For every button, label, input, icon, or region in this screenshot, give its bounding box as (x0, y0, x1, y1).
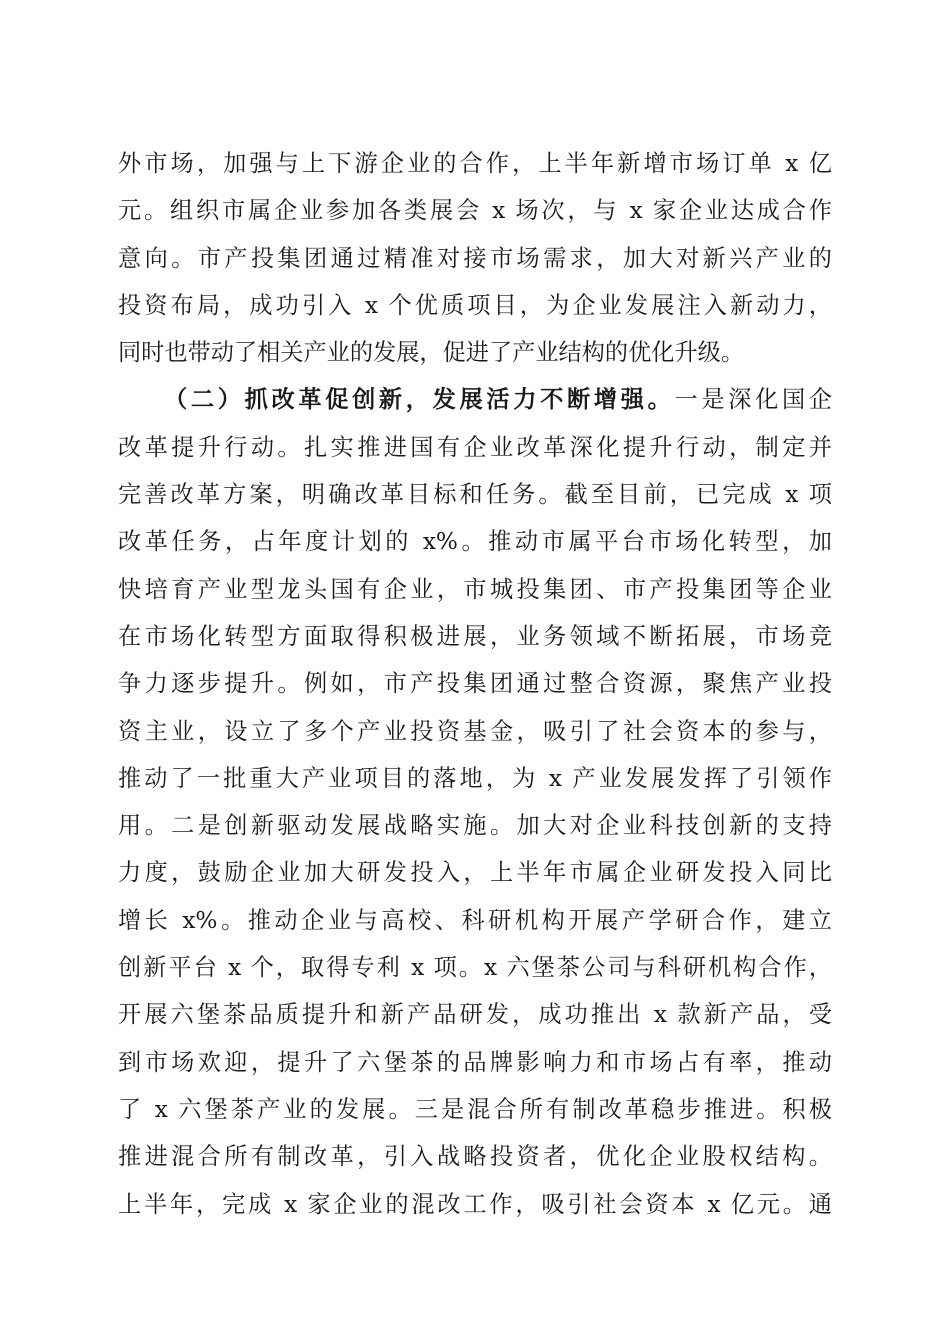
paragraph-1-line-4: 投资布局，成功引入 x 个优质项目，为企业发展注入新动力， (118, 291, 832, 319)
paragraph-2-line-4: 改革任务，占年度计划的 x%。推动市属平台市场化转型，加 (118, 528, 832, 556)
paragraph-2-line-12: 增长 x%。推动企业与高校、科研机构开展产学研合作，建立 (118, 906, 832, 934)
paragraph-2-line-8: 资主业，设立了多个产业投资基金，吸引了社会资本的参与， (118, 717, 832, 745)
paragraph-2-line-15: 到市场欢迎，提升了六堡茶的品牌影响力和市场占有率，推动 (118, 1048, 832, 1076)
paragraph-2-first-line (118, 376, 832, 423)
paragraph-2-line-11: 力度，鼓励企业加大研发投入，上半年市属企业研发投入同比 (118, 859, 832, 887)
paragraph-2-line-16: 了 x 六堡茶产业的发展。三是混合所有制改革稳步推进。积极 (118, 1095, 832, 1123)
paragraph-2-line-14: 开展六堡茶品质提升和新产品研发，成功推出 x 款新产品，受 (118, 1001, 832, 1029)
paragraph-2-line-13: 创新平台 x 个，取得专利 x 项。x 六堡茶公司与科研机构合作， (118, 954, 832, 982)
paragraph-2-line-3: 完善改革方案，明确改革目标和任务。截至目前，已完成 x 项 (118, 481, 832, 509)
paragraph-1-line-2: 元。组织市属企业参加各类展会 x 场次，与 x 家企业达成合作 (118, 197, 832, 225)
paragraph-1-line-5: 同时也带动了相关产业的发展，促进了产业结构的优化升级。 (118, 339, 745, 367)
paragraph-2-line-2: 改革提升行动。扎实推进国有企业改革深化提升行动，制定并 (118, 433, 832, 461)
paragraph-1-line-1: 外市场，加强与上下游企业的合作，上半年新增市场订单 x 亿 (118, 150, 832, 177)
document-body (118, 140, 832, 1228)
paragraph-2-line-10: 用。二是创新驱动发展战略实施。加大对企业科技创新的支持 (118, 812, 832, 840)
paragraph-2-line-6: 在市场化转型方面取得积极进展，业务领域不断拓展，市场竞 (118, 622, 832, 650)
paragraph-2-line-7: 争力逐步提升。例如，市产投集团通过整合资源，聚焦产业投 (118, 670, 832, 698)
paragraph-2-line-5: 快培育产业型龙头国有企业，市城投集团、市产投集团等企业 (118, 575, 832, 603)
paragraph-2-line-17: 推进混合所有制改革，引入战略投资者，优化企业股权结构。 (118, 1143, 832, 1171)
section-heading: （二）抓改革促创新，发展活力不断增强。 (164, 386, 675, 414)
paragraph-2-line-18: 上半年，完成 x 家企业的混改工作，吸引社会资本 x 亿元。通 (118, 1190, 832, 1218)
paragraph-2-first-line-rest: 一是深化国企 (674, 386, 832, 414)
paragraph-2-line-9: 推动了一批重大产业项目的落地，为 x 产业发展发挥了引领作 (118, 764, 832, 792)
paragraph-1-line-3: 意向。市产投集团通过精准对接市场需求，加大对新兴产业的 (118, 244, 832, 272)
